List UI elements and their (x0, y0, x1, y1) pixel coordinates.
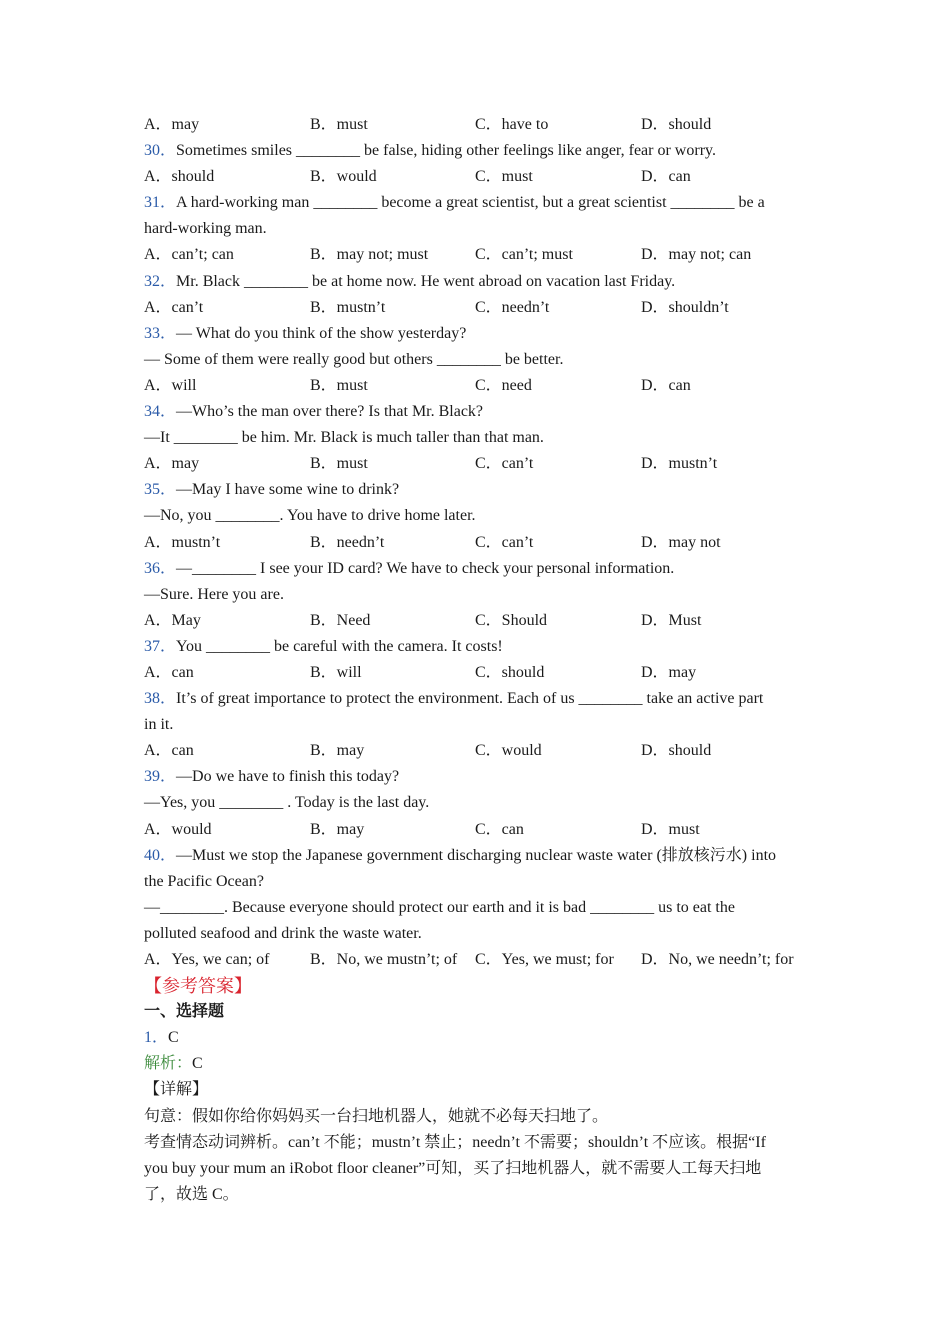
q39-text-1: —Do we have to finish this today? (176, 768, 400, 786)
q40-reply-cont (144, 921, 808, 947)
q30-option-b: B．would (310, 168, 377, 186)
q35-stem (144, 477, 808, 503)
answer-1-number: 1． (144, 1029, 169, 1047)
q36-option-a: A．May (144, 611, 201, 629)
q36-option-c: C．Should (475, 611, 548, 629)
q40-reply (144, 895, 808, 921)
q29-option-a: A．may (144, 116, 200, 133)
q36-text-2: —Sure. Here you are. (144, 585, 284, 603)
q34-option-d: D．mustn’t (641, 455, 718, 473)
q31-option-d: D．may not; can (641, 246, 752, 264)
q40-option-d: D．No, we needn’t; for (641, 951, 794, 968)
q39-number: 39． (144, 768, 177, 786)
q40-option-c: C．Yes, we must; for (475, 951, 614, 968)
q40-stem (144, 843, 808, 869)
q34-reply (144, 425, 808, 451)
q29-options (144, 112, 808, 138)
q35-text-2: —No, you ________. You have to drive home later. (144, 507, 476, 525)
q33-option-d: D．can (641, 376, 691, 394)
q37-options (144, 660, 808, 686)
q40-options (144, 947, 808, 973)
q35-option-c: C．can’t (475, 533, 534, 551)
q30-options (144, 164, 808, 190)
q34-option-b: B．must (310, 455, 368, 473)
q30-number: 30． (144, 142, 177, 160)
q40-option-b: B．No, we mustn’t; of (310, 951, 458, 968)
q38-option-b: B．may (310, 742, 365, 760)
q36-options (144, 608, 808, 634)
q39-stem (144, 764, 808, 790)
q34-text-2: —It ________ be him. Mr. Black is much taller than that man. (144, 429, 544, 447)
q40-text-1: —Must we stop the Japanese government discharging nuclear waste water (排放核污水) into (176, 846, 777, 864)
q39-option-d: D．must (641, 820, 700, 838)
q35-reply (144, 503, 808, 529)
q38-stem-cont (144, 712, 808, 738)
q31-option-a: A．can’t; can (144, 246, 234, 264)
q31-option-c: C．can’t; must (475, 246, 573, 264)
analysis-line (144, 1051, 808, 1077)
q37-option-b: B．will (310, 663, 362, 681)
q34-number: 34． (144, 403, 177, 421)
q33-reply (144, 347, 808, 373)
q37-option-a: A．can (144, 663, 194, 681)
q38-option-a: A．can (144, 742, 194, 760)
analysis-value: C (192, 1055, 203, 1073)
explanation-line-2: 考查情态动词辨析。can’t 不能；mustn’t 禁止；needn’t 不需要；shouldn’t 不应该。根据“If (144, 1133, 766, 1151)
q38-options (144, 738, 808, 764)
answers-title: 【参考答案】 (144, 976, 252, 997)
q36-text-1: —________ I see your ID card? We have to check your personal information. (176, 559, 675, 577)
q39-options (144, 817, 808, 843)
q35-number: 35． (144, 481, 177, 499)
q36-number: 36． (144, 559, 177, 577)
q37-option-c: C．should (475, 663, 545, 681)
q34-options (144, 451, 808, 477)
q36-option-b: B．Need (310, 611, 371, 629)
analysis-label: 解析： (144, 1055, 193, 1073)
q33-stem (144, 321, 808, 347)
answer-1-value: C (168, 1029, 179, 1047)
q38-stem (144, 686, 808, 712)
q36-stem (144, 556, 808, 582)
q31-number: 31． (144, 194, 177, 212)
q39-option-c: C．can (475, 820, 524, 838)
q32-options (144, 295, 808, 321)
q34-text-1: —Who’s the man over there? Is that Mr. Black? (176, 403, 484, 421)
q33-text-1: — What do you think of the show yesterday? (176, 324, 467, 342)
q38-text-1: It’s of great importance to protect the environment. Each of us ________ take an active part (176, 690, 764, 708)
explanation-line-3: you buy your mum an iRobot floor cleaner”可知，买了扫地机器人，就不需要人工每天扫地 (144, 1159, 762, 1177)
q35-options (144, 530, 808, 556)
q40-text-2: the Pacific Ocean? (144, 872, 264, 890)
q29-option-b: B．must (310, 116, 368, 133)
detail-label: 【详解】 (144, 1081, 209, 1099)
q33-options (144, 373, 808, 399)
q31-text-2: hard-working man. (144, 220, 267, 238)
q38-number: 38． (144, 690, 177, 708)
q32-text: Mr. Black ________ be at home now. He went abroad on vacation last Friday. (176, 272, 676, 290)
q39-option-b: B．may (310, 820, 365, 838)
q31-stem-cont (144, 216, 808, 242)
q39-reply (144, 790, 808, 816)
q33-number: 33． (144, 324, 177, 342)
document-page (144, 112, 808, 1208)
q39-text-2: —Yes, you ________ . Today is the last day. (144, 794, 430, 812)
q40-text-4: polluted seafood and drink the waste water. (144, 924, 422, 942)
q34-option-c: C．can’t (475, 455, 534, 473)
q30-stem (144, 138, 808, 164)
q40-text-3: —________. Because everyone should protect our earth and it is bad ________ us to eat the (144, 898, 735, 916)
q31-options (144, 242, 808, 268)
q32-option-d: D．shouldn’t (641, 298, 729, 316)
q32-option-a: A．can’t (144, 298, 204, 316)
answer-1 (144, 1025, 808, 1051)
q32-number: 32． (144, 272, 177, 290)
q33-option-c: C．need (475, 376, 532, 394)
q32-option-c: C．needn’t (475, 298, 550, 316)
q35-option-b: B．needn’t (310, 533, 385, 551)
q37-stem (144, 634, 808, 660)
q37-number: 37． (144, 637, 177, 655)
q34-option-a: A．may (144, 455, 200, 473)
q36-reply (144, 582, 808, 608)
q29-option-c: C．have to (475, 116, 549, 133)
q38-option-c: C．would (475, 742, 542, 760)
q31-option-b: B．may not; must (310, 246, 429, 264)
q34-stem (144, 399, 808, 425)
q36-option-d: D．Must (641, 611, 702, 629)
q40-option-a: A．Yes, we can; of (144, 951, 270, 968)
q35-option-a: A．mustn’t (144, 533, 221, 551)
q40-number: 40． (144, 846, 177, 864)
q30-text: Sometimes smiles ________ be false, hiding other feelings like anger, fear or worry. (176, 142, 716, 160)
explanation-line-4: 了，故选 C。 (144, 1185, 239, 1203)
q38-text-2: in it. (144, 716, 174, 734)
q40-stem-cont (144, 869, 808, 895)
q39-option-a: A．would (144, 820, 212, 838)
q31-stem (144, 190, 808, 216)
q30-option-d: D．can (641, 168, 691, 186)
q33-option-a: A．will (144, 376, 197, 394)
answers-heading (144, 973, 808, 999)
q35-option-d: D．may not (641, 533, 721, 551)
q29-option-d: D．should (641, 116, 712, 133)
explanation-line-1: 句意：假如你给你妈妈买一台扫地机器人，她就不必每天扫地了。 (144, 1107, 609, 1125)
q35-text-1: —May I have some wine to drink? (176, 481, 400, 499)
q32-option-b: B．mustn’t (310, 298, 386, 316)
q33-text-2: — Some of them were really good but others ________ be better. (144, 350, 564, 368)
q31-text-1: A hard-working man ________ become a great scientist, but a great scientist ________ be a (176, 194, 765, 212)
q37-option-d: D．may (641, 663, 697, 681)
q30-option-c: C．must (475, 168, 533, 186)
section-heading: 一、选择题 (144, 1003, 225, 1021)
q32-stem (144, 269, 808, 295)
q30-option-a: A．should (144, 168, 215, 186)
q38-option-d: D．should (641, 742, 712, 760)
q33-option-b: B．must (310, 376, 368, 394)
q37-text: You ________ be careful with the camera. It costs! (176, 637, 503, 655)
